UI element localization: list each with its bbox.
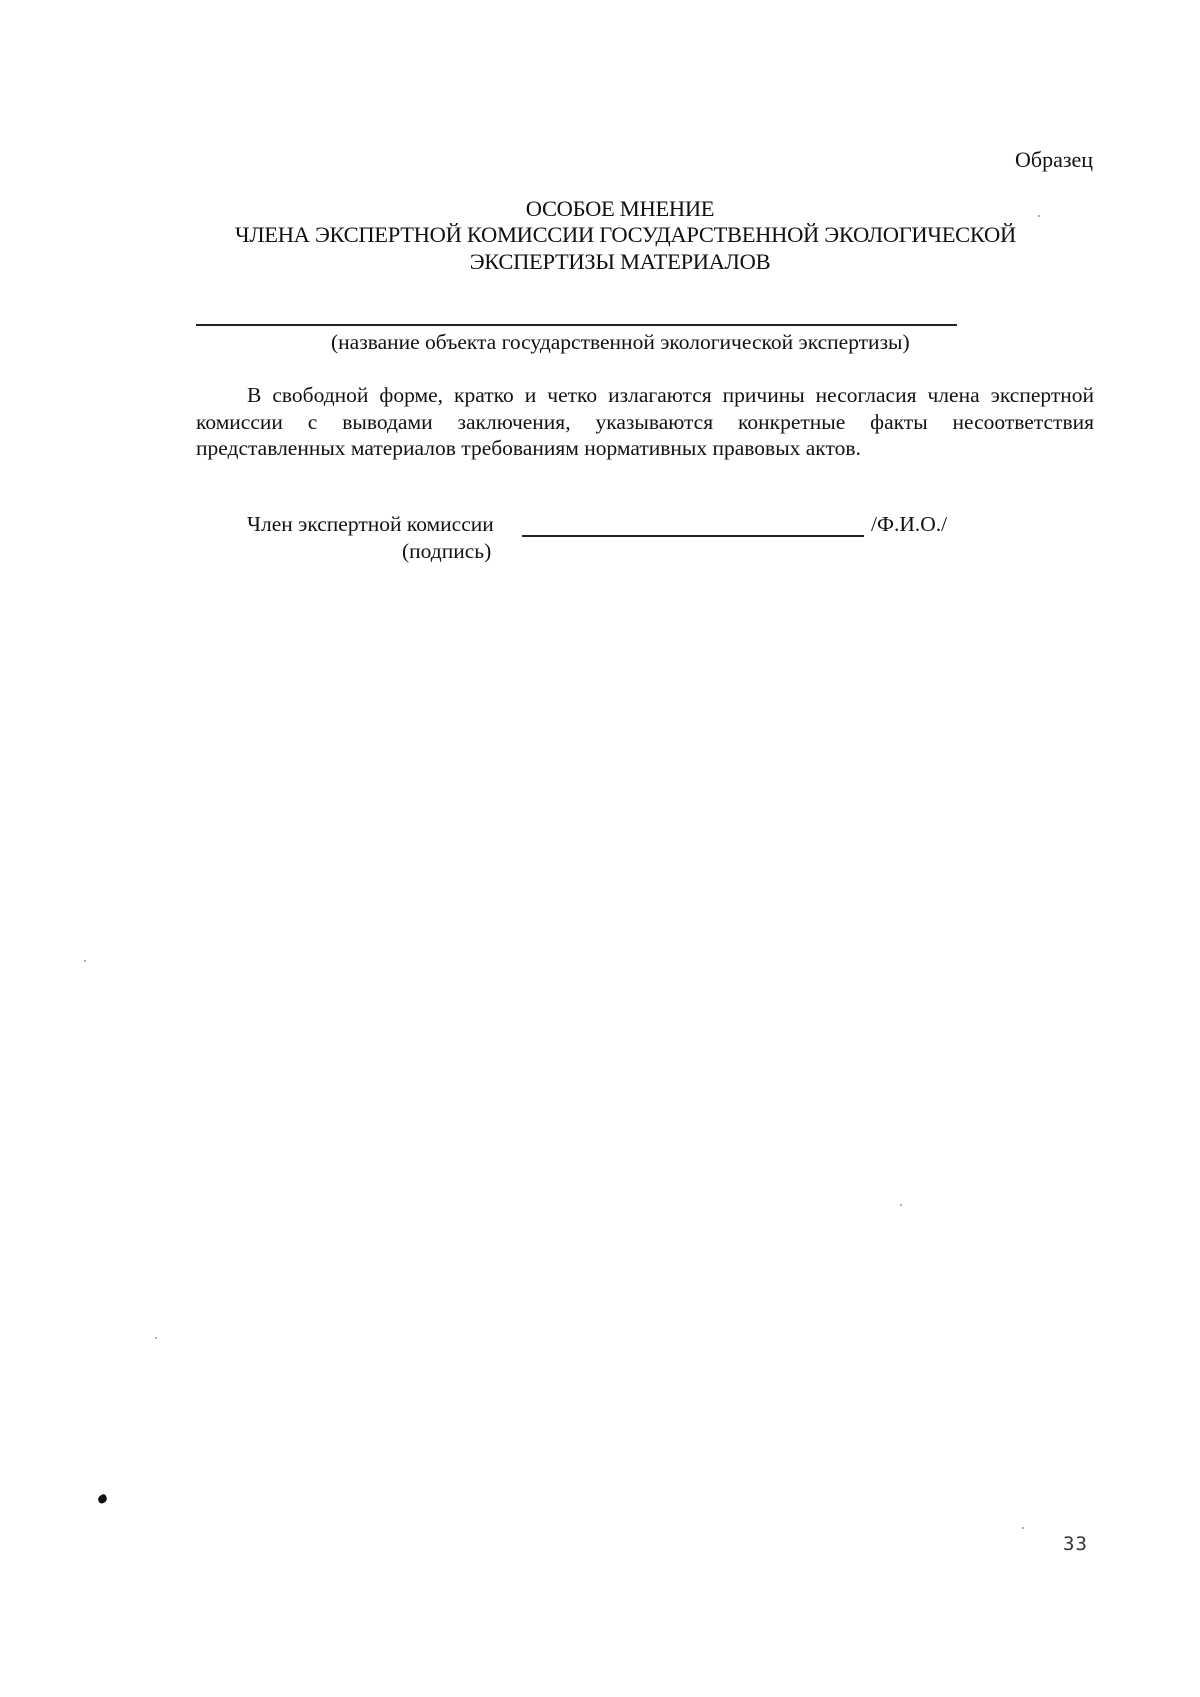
signature-caption: (подпись) [402,539,492,563]
signature-label: Член экспертной комиссии [247,512,494,536]
signature-fio-label: /Ф.И.О./ [871,512,948,536]
scan-artifact [84,960,86,962]
page-number: 33 [1063,1533,1088,1555]
title-line-2: ЧЛЕНА ЭКСПЕРТНОЙ КОМИССИИ ГОСУДАРСТВЕННОЙ ЭКОЛОГИЧЕСКОЙ [235,222,1016,247]
instruction-paragraph [196,382,1094,462]
scan-artifact [1022,1527,1024,1529]
scan-artifact [1038,215,1040,217]
sample-label: Образец [1015,147,1094,172]
signature-blank-line [522,535,864,537]
object-name-blank-line [196,324,957,326]
scan-artifact [97,1493,109,1504]
scan-artifact [155,1337,157,1339]
title-line-3: ЭКСПЕРТИЗЫ МАТЕРИАЛОВ [469,249,771,274]
scan-artifact [900,1204,902,1206]
object-name-caption: (название объекта государственной экологической экспертизы) [331,330,910,354]
paragraph-line: комиссии с выводами заключения, указываются конкретные факты несоответствия [196,409,1094,434]
paragraph-line: представленных материалов требованиям нормативных правовых актов. [196,436,861,460]
paragraph-line: В свободной форме, кратко и четко излагаются причины несогласия члена экспертной [247,383,1094,407]
title-line-1: ОСОБОЕ МНЕНИЕ [525,196,715,221]
